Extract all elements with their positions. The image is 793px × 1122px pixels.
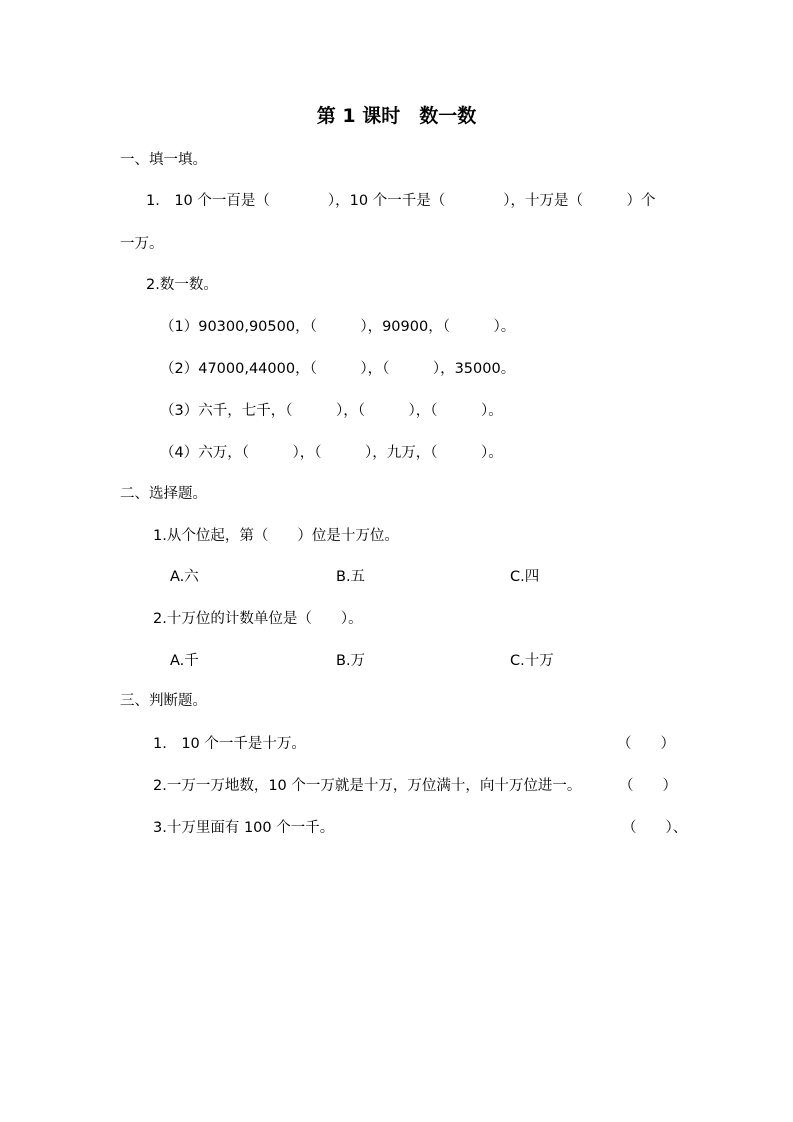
count-item: （1）90300,90500，（ ），90900，（ ）。: [160, 319, 516, 335]
choice-option: C.四: [510, 569, 540, 585]
judge-item-text: 2.一万一万地数，10 个一万就是十万，万位满十，向十万位进一。: [153, 778, 582, 794]
section-heading-fill: 一、填一填。: [120, 152, 207, 168]
judge-item-mark: （ ）: [619, 778, 677, 794]
question-2-heading: 2.数一数。: [146, 277, 218, 293]
count-item: （3）六千，七千，（ ），（ ），（ ）。: [160, 403, 503, 419]
section-heading-judge: 三、判断题。: [120, 693, 207, 709]
judge-item-mark: （ ）、: [622, 820, 688, 836]
choice-question-2: 2.十万位的计数单位是（ ）。: [153, 611, 363, 627]
choice-question-1: 1.从个位起，第（ ）位是十万位。: [153, 528, 399, 544]
choice-option: A.六: [170, 569, 199, 585]
section-heading-choice: 二、选择题。: [120, 486, 207, 502]
judge-item-text: 3.十万里面有 100 个一千。: [153, 820, 335, 836]
count-item: （4）六万，（ ），（ ），九万，（ ）。: [160, 445, 503, 461]
choice-option: C.十万: [510, 653, 554, 669]
judge-item-mark: （ ）: [617, 736, 675, 752]
choice-option: B.万: [336, 653, 366, 669]
question-1-line-2: 一万。: [120, 236, 164, 252]
count-item: （2）47000,44000，（ ），（ ），35000。: [160, 361, 516, 377]
choice-option: B.五: [336, 569, 366, 585]
judge-item-text: 1. 10 个一千是十万。: [153, 736, 306, 752]
page-title: 第 1 课时 数一数: [316, 105, 477, 127]
question-1-line-1: 1. 10 个一百是（ ），10 个一千是（ ），十万是（ ）个: [146, 193, 656, 209]
choice-option: A.千: [170, 653, 199, 669]
